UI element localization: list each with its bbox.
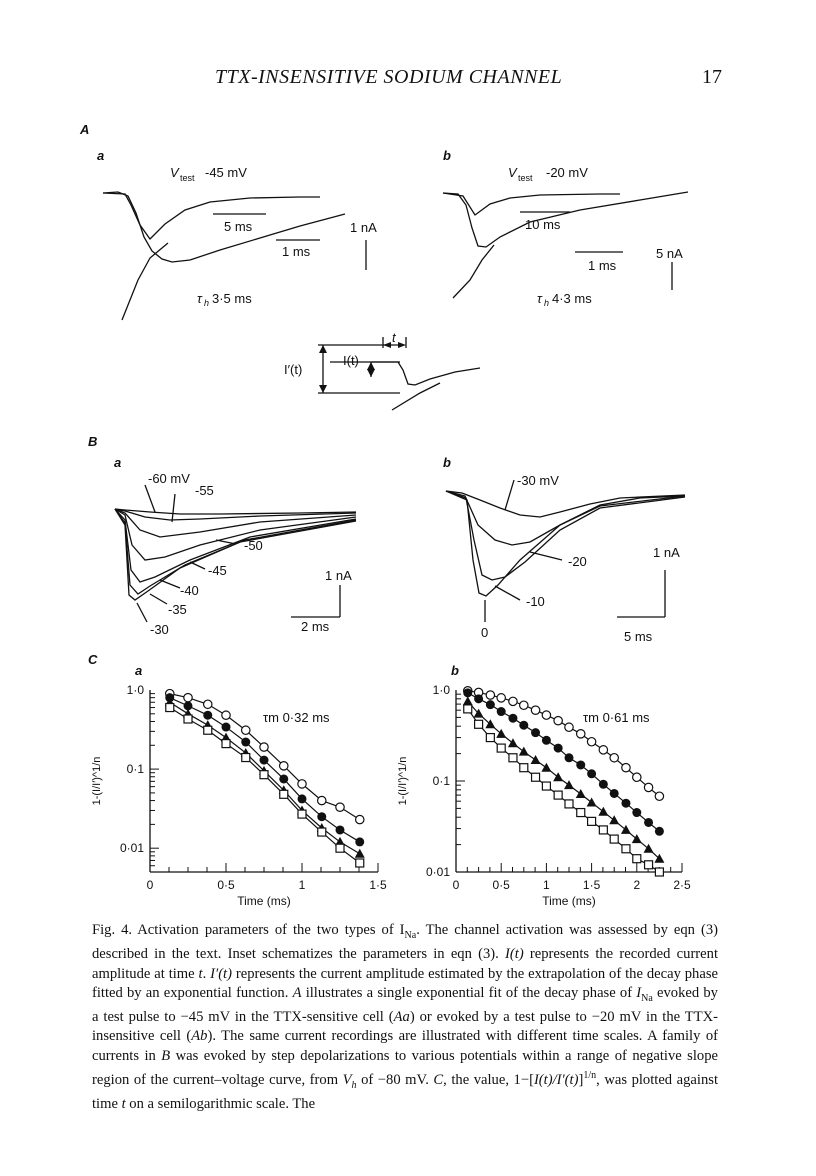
data-point-open-circle: [280, 762, 288, 770]
panel-C-label: C: [88, 652, 98, 667]
data-point-filled-circle: [260, 756, 269, 765]
data-point-open-circle: [222, 711, 230, 719]
data-point-open-square: [166, 704, 174, 712]
Aa-vtest-value: -45 mV: [205, 165, 247, 180]
data-point-filled-triangle: [531, 755, 541, 764]
data-point-open-square: [509, 754, 517, 762]
data-point-open-circle: [610, 754, 618, 762]
data-point-filled-circle: [355, 837, 364, 846]
Ab-vtest-value: -20 mV: [546, 165, 588, 180]
data-point-open-circle: [587, 738, 595, 746]
data-point-filled-circle: [644, 818, 653, 827]
Bb-potential-1: -20: [568, 554, 587, 569]
Bb-potential-3: 0: [481, 625, 489, 640]
caption-part-25: I(t)/I′(t): [533, 1071, 579, 1088]
Ba-potential-3: -45: [208, 563, 227, 578]
y-tick-label: 0·1: [126, 762, 144, 777]
data-point-filled-triangle: [355, 849, 365, 858]
Aa-tau-label: τ: [197, 291, 202, 306]
tau-annotation: τm 0·32 ms: [263, 710, 330, 725]
data-point-open-square: [520, 764, 528, 772]
caption-part-15: ) or evoked by a test pulse to −20 mV in the TTX-insensitive cell (: [92, 1009, 719, 1045]
data-point-filled-circle: [508, 714, 517, 723]
data-point-open-square: [464, 705, 472, 713]
x-tick-label: 1: [298, 878, 306, 892]
data-point-open-circle: [520, 701, 528, 709]
panel-A-label: A: [80, 122, 90, 137]
data-point-filled-circle: [222, 723, 231, 732]
data-point-filled-circle: [298, 794, 307, 803]
y-tick-label: 0·01: [425, 865, 450, 879]
caption-part-17: ). The same current recordings are illustrated with different time scales. A family of currents in: [92, 1028, 718, 1064]
data-point-filled-triangle: [553, 772, 563, 781]
series-line: [170, 708, 360, 863]
caption-part-24: , the value, 1−[: [443, 1071, 534, 1088]
caption-part-2: . The channel activation was assessed by eqn (3) described in the text. Inset schematizes the parameters in eqn (3).: [92, 922, 718, 963]
data-point-open-circle: [633, 773, 641, 781]
caption-part-1: Na: [404, 929, 417, 941]
Ba-time-scale: 2 ms: [301, 619, 330, 634]
Ab-vtest-label: V: [508, 165, 517, 180]
x-tick-label: 1: [543, 878, 550, 892]
caption-part-4: represents the recorded current amplitude at time: [92, 946, 718, 982]
Ab-tau-sub: h: [544, 298, 550, 308]
Ba-potential-2: -50: [244, 538, 263, 553]
caption-part-29: t: [121, 1095, 126, 1112]
data-point-open-circle: [242, 726, 250, 734]
data-point-open-square: [260, 771, 268, 779]
y-axis-label: 1-(I/I′)^1/n: [397, 756, 409, 806]
data-point-open-square: [222, 740, 230, 748]
Ab-scale-long: 10 ms: [525, 217, 561, 232]
inset-i-prime: I′(t): [284, 362, 303, 377]
data-point-open-square: [633, 855, 641, 863]
caption-part-26: ]: [578, 1071, 584, 1088]
data-point-open-square: [298, 810, 306, 818]
data-point-filled-circle: [632, 808, 641, 817]
data-point-open-square: [318, 828, 326, 836]
chart-Ca: [91, 683, 387, 908]
caption-part-21: h: [351, 1079, 357, 1091]
Bb-current-traces: [446, 491, 685, 596]
data-point-open-circle: [204, 700, 212, 708]
Ba-potential-1: -55: [195, 483, 214, 498]
caption-part-0: Fig. 4. Activation parameters of the two types of I: [92, 922, 405, 938]
caption-part-18: B: [161, 1047, 171, 1064]
Bb-current-scale: 1 nA: [653, 545, 680, 560]
data-point-filled-circle: [486, 700, 495, 709]
data-point-filled-circle: [610, 789, 619, 798]
data-point-filled-circle: [599, 780, 608, 789]
Aa-scale-short: 1 ms: [282, 244, 311, 259]
x-tick-label: 0·5: [217, 878, 235, 892]
caption-part-23: C: [433, 1071, 444, 1088]
data-point-filled-triangle: [541, 763, 551, 772]
caption-part-8: represents the current amplitude estimated by the extrapolation of the decay phase fitted by an exponential function.: [92, 965, 718, 1001]
data-point-filled-triangle: [564, 780, 574, 789]
chart-Cb: [397, 683, 691, 908]
panel-B-label: B: [88, 434, 98, 449]
data-point-open-square: [622, 845, 630, 853]
caption-part-10: illustrates a single exponential fit of the decay phase of: [301, 984, 637, 1001]
x-tick-label: 1·5: [582, 878, 601, 892]
x-tick-label: 2·5: [673, 878, 691, 892]
caption-part-30: on a semilogarithmic scale. The: [125, 1095, 316, 1112]
caption-part-9: A: [292, 984, 302, 1001]
data-point-filled-circle: [576, 760, 585, 769]
Ba-potential-0: -60 mV: [148, 471, 190, 486]
data-point-filled-triangle: [519, 747, 529, 756]
data-point-open-square: [554, 791, 562, 799]
Ba-current-traces: [115, 509, 356, 600]
caption-part-14: Aa: [393, 1009, 410, 1025]
series-line: [468, 709, 660, 872]
Aa-tau-value: 3·5 ms: [212, 291, 252, 306]
y-axis-label: 1-(I/I′)^1/n: [91, 756, 103, 806]
data-point-filled-circle: [317, 812, 326, 821]
svg-text:a: a: [135, 663, 143, 678]
caption-part-3: I(t): [505, 946, 524, 963]
Aa-trace-fast: [103, 193, 320, 239]
caption-part-28: , was plotted against time: [92, 1071, 718, 1112]
Aa-tau-sub: h: [204, 298, 210, 308]
panel-Ab-label: b: [443, 148, 451, 163]
data-point-open-circle: [577, 730, 585, 738]
caption-part-22: of −80 mV.: [356, 1071, 434, 1088]
Bb-potential-0: -30 mV: [517, 473, 559, 488]
data-point-open-circle: [554, 716, 562, 724]
data-point-filled-triangle: [508, 738, 518, 747]
data-point-open-square: [336, 844, 344, 852]
data-point-open-circle: [531, 706, 539, 714]
Ba-potential-4: -40: [180, 583, 199, 598]
data-point-open-square: [475, 720, 483, 728]
x-axis-label: Time (ms): [542, 894, 596, 908]
data-point-filled-circle: [655, 827, 664, 836]
Ab-fit-line: [453, 245, 494, 298]
data-point-open-circle: [599, 746, 607, 754]
Aa-scale-long: 5 ms: [224, 219, 253, 234]
caption-part-11: I: [636, 984, 642, 1001]
page-number: 17: [702, 66, 722, 88]
x-tick-label: 0·5: [492, 878, 510, 892]
data-point-open-square: [645, 861, 653, 869]
data-point-filled-circle: [565, 753, 574, 762]
data-point-open-square: [610, 835, 618, 843]
data-point-filled-triangle: [576, 789, 586, 798]
caption-part-27: 1/n: [583, 1069, 597, 1081]
data-point-open-square: [280, 790, 288, 798]
svg-text:b: b: [451, 663, 459, 678]
data-point-filled-circle: [542, 736, 551, 745]
caption-part-16: Ab: [191, 1028, 208, 1045]
caption-part-5: t: [198, 965, 203, 982]
data-point-open-circle: [298, 780, 306, 788]
data-point-filled-triangle: [587, 798, 597, 807]
data-point-open-square: [565, 800, 573, 808]
Bb-potential-2: -10: [526, 594, 545, 609]
inset-fit-line: [392, 383, 440, 410]
Ab-current-scale: 5 nA: [656, 246, 683, 261]
data-point-filled-circle: [554, 744, 563, 753]
Aa-current-scale: 1 nA: [350, 220, 377, 235]
panel-Ba-label: a: [114, 455, 122, 470]
data-point-open-circle: [184, 693, 192, 701]
caption-part-13: evoked by a test pulse to −45 mV in the TTX-sensitive cell (: [92, 984, 718, 1025]
data-point-open-circle: [644, 783, 652, 791]
data-point-open-square: [532, 773, 540, 781]
data-point-open-square: [497, 744, 505, 752]
Ba-potential-6: -30: [150, 622, 169, 637]
data-point-open-square: [599, 826, 607, 834]
y-tick-label: 1·0: [126, 683, 144, 697]
x-tick-label: 2: [633, 878, 641, 892]
Ab-scale-short: 1 ms: [588, 258, 617, 273]
data-point-open-circle: [509, 697, 517, 705]
data-point-filled-circle: [241, 738, 250, 747]
data-point-filled-circle: [463, 688, 472, 697]
Aa-vtest-label: V: [170, 165, 179, 180]
data-point-open-circle: [542, 711, 550, 719]
figure-caption: [92, 921, 718, 1114]
y-tick-label: 1·0: [432, 683, 450, 697]
x-tick-label: 1·5: [369, 878, 387, 892]
data-point-open-circle: [622, 764, 630, 772]
caption-part-20: V: [342, 1071, 352, 1088]
data-point-filled-circle: [279, 774, 288, 783]
data-point-filled-circle: [336, 825, 345, 834]
data-point-open-square: [655, 868, 663, 876]
caption-part-12: Na: [641, 992, 653, 1004]
data-point-open-circle: [655, 792, 663, 800]
caption-part-7: I′(t): [210, 965, 232, 982]
data-point-filled-circle: [203, 711, 212, 720]
panel-Bb-label: b: [443, 455, 451, 470]
Ab-trace-slow: [443, 192, 688, 247]
inset-i: I(t): [343, 353, 359, 368]
data-point-open-square: [542, 782, 550, 790]
data-point-filled-circle: [621, 799, 630, 808]
inset-t: t: [392, 330, 396, 345]
data-point-open-square: [242, 754, 250, 762]
data-point-filled-triangle: [621, 825, 631, 834]
data-point-open-square: [577, 809, 585, 817]
data-point-filled-circle: [531, 728, 540, 737]
Bb-time-scale: 5 ms: [624, 629, 653, 644]
Ab-tau-value: 4·3 ms: [552, 291, 592, 306]
Ab-tau-label: τ: [537, 291, 542, 306]
data-point-open-circle: [318, 796, 326, 804]
y-tick-label: 0·01: [119, 841, 144, 856]
caption-part-19: was evoked by step depolarizations to various potentials within a range of negative slope region of the current–voltage curve, from: [92, 1047, 718, 1088]
x-tick-label: 0: [146, 878, 154, 892]
data-point-filled-circle: [587, 769, 596, 778]
data-point-open-square: [588, 817, 596, 825]
data-point-open-circle: [336, 803, 344, 811]
Ba-potential-5: -35: [168, 602, 187, 617]
Aa-fit-line: [122, 243, 168, 320]
data-point-filled-circle: [519, 721, 528, 730]
panel-Aa-label: a: [97, 148, 105, 163]
data-point-open-square: [184, 715, 192, 723]
data-point-open-square: [356, 859, 364, 867]
data-point-filled-circle: [497, 707, 506, 716]
data-point-filled-triangle: [598, 807, 608, 816]
y-tick-label: 0·1: [432, 774, 450, 788]
x-axis-label: Time (ms): [237, 894, 291, 908]
data-point-open-circle: [260, 743, 268, 751]
data-point-open-circle: [565, 723, 573, 731]
data-point-filled-triangle: [609, 815, 619, 824]
data-point-open-square: [204, 726, 212, 734]
data-point-open-square: [486, 734, 494, 742]
caption-part-6: .: [202, 965, 211, 982]
data-point-filled-circle: [474, 694, 483, 703]
data-point-open-circle: [486, 691, 494, 699]
data-point-open-circle: [497, 694, 505, 702]
Ba-current-scale: 1 nA: [325, 568, 352, 583]
data-point-open-circle: [356, 815, 364, 823]
running-header-title: TTX-INSENSITIVE SODIUM CHANNEL: [215, 66, 563, 88]
x-tick-label: 0: [452, 878, 460, 892]
Aa-vtest-sub: test: [180, 173, 195, 183]
tau-annotation: τm 0·61 ms: [583, 710, 650, 725]
data-point-filled-triangle: [463, 696, 473, 705]
Ab-vtest-sub: test: [518, 173, 533, 183]
